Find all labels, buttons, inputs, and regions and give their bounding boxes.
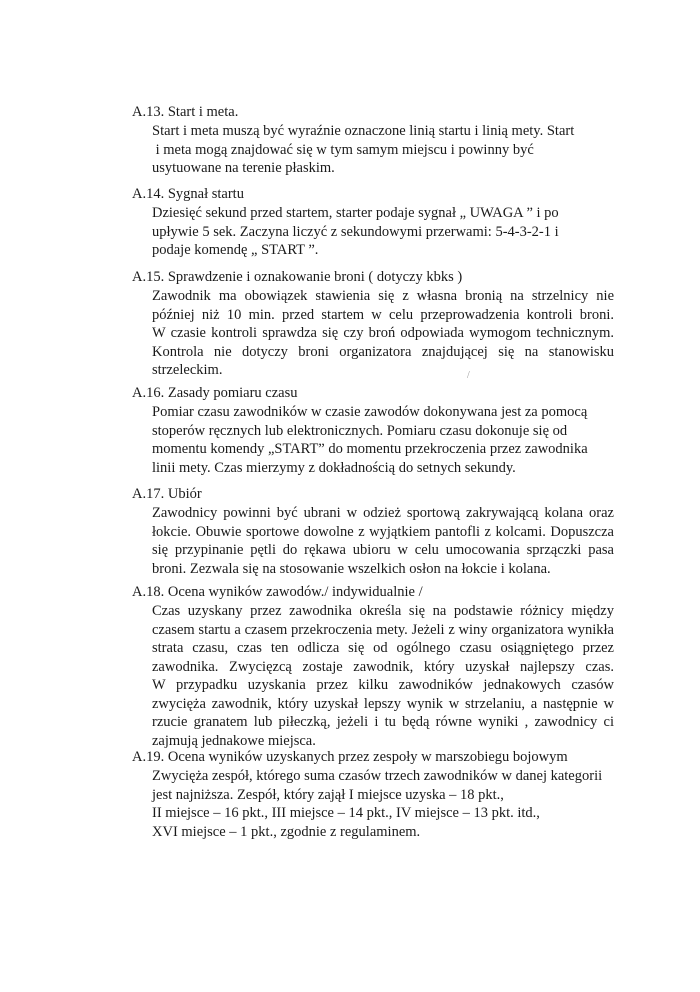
body-line: usytuowane na terenie płaskim.: [152, 160, 335, 176]
section-heading: A.18. Ocena wyników zawodów./ indywidualnie /: [132, 584, 423, 600]
body-line: strata czasu, czas ten odlicza się od ogólnego czasu osiągniętego przez: [152, 640, 614, 656]
section-body: [152, 504, 614, 578]
section-heading: A.19. Ocena wyników uzyskanych przez zespoły w marszobiegu bojowym: [132, 749, 568, 765]
body-line: upływie 5 sek. Zaczyna liczyć z sekundowymi przerwami: 5-4-3-2-1 i: [152, 223, 559, 240]
body-line: stoperów ręcznych lub elektronicznych. Pomiaru czasu dokonuje się od: [152, 422, 568, 439]
body-line: XVI miejsce – 1 pkt., zgodnie z regulaminem.: [152, 823, 421, 840]
section-heading: A.15. Sprawdzenie i oznakowanie broni ( dotyczy kbks ): [132, 269, 463, 285]
body-line: Kontrola nie dotyczy broni organizatora znajdującej się na stanowisku: [152, 343, 614, 360]
section-body: [152, 767, 614, 841]
body-line: jest najniższa. Zespół, który zajął I miejsce uzyska – 18 pkt.,: [152, 786, 504, 803]
body-line: zajmują jednakowe miejsca.: [152, 732, 316, 749]
body-line: rzucie granatem lub piłeczką, jeżeli i tu będą równe wyniki , zawodnicy ci: [152, 714, 614, 730]
body-line: W przypadku uzyskania przez kilku zawodników jednakowych czasów: [152, 677, 614, 693]
body-line: momentu komendy „START” do momentu przekroczenia przez zawodnika: [152, 441, 588, 457]
body-line: Pomiar czasu zawodników w czasie zawodów dokonywana jest za pomocą: [152, 404, 588, 420]
body-line: zawodnika. Zwycięzcą zostaje zawodnik, który uzyskał najlepszy czas.: [152, 658, 614, 675]
body-line: Zwycięża zespół, którego suma czasów trzech zawodników w danej kategorii: [152, 768, 603, 784]
body-line: broni. Zezwala się na stosowanie wszelkich osłon na łokcie i kolana.: [152, 560, 551, 577]
body-line: Czas uzyskany przez zawodnika określa się na podstawie różnicy między: [152, 603, 614, 619]
section-body: [152, 403, 614, 477]
section-a16: [132, 384, 632, 477]
section-a19: [132, 748, 632, 841]
body-line: strzeleckim.: [152, 362, 223, 378]
body-line: Zawodnicy powinni być ubrani w odzież sportową zakrywającą kolana oraz: [152, 505, 614, 521]
section-body: [152, 287, 614, 380]
body-line: i meta mogą znajdować się w tym samym miejscu i powinny być: [152, 141, 534, 158]
section-heading: A.13. Start i meta.: [132, 104, 239, 120]
body-line: się przypinanie pętli do rękawa ubioru w celu umocowania sprzączki pasa: [152, 542, 614, 558]
body-line: później niż 10 min. przed startem w celu przeprowadzenia kontroli broni.: [152, 306, 614, 323]
body-line: Zawodnik ma obowiązek stawienia się z własna bronią na strzelnicy nie: [152, 288, 614, 304]
section-a17: [132, 485, 632, 578]
section-a13: [132, 103, 632, 178]
body-line: czasem startu a czasem przekroczenia mety. Jeżeli z winy organizatora wynikła: [152, 621, 614, 638]
section-heading: A.14. Sygnał startu: [132, 186, 244, 202]
section-body: [152, 122, 614, 178]
section-a18: [132, 583, 632, 750]
body-line: Start i meta muszą być wyraźnie oznaczone linią startu i linią mety. Start: [152, 123, 575, 139]
section-body: [152, 602, 614, 750]
section-a15: [132, 268, 632, 380]
section-a14: [132, 185, 632, 260]
body-line: podaje komendę „ START ”.: [152, 242, 319, 258]
section-body: [152, 204, 614, 260]
body-line: Dziesięć sekund przed startem, starter podaje sygnał „ UWAGA ” i po: [152, 205, 559, 221]
body-line: II miejsce – 16 pkt., III miejsce – 14 pkt., IV miejsce – 13 pkt. itd.,: [152, 805, 540, 821]
scan-speck: /: [467, 370, 470, 381]
body-line: linii mety. Czas mierzymy z dokładnością do setnych sekundy.: [152, 459, 516, 476]
section-heading: A.16. Zasady pomiaru czasu: [132, 385, 298, 401]
section-heading: A.17. Ubiór: [132, 486, 202, 502]
body-line: zwycięża zawodnik, który uzyskał lepszy wynik w strzelaniu, a następnie w: [152, 695, 614, 712]
body-line: łokcie. Obuwie sportowe dowolne z wyjątkiem pantofli z kolcami. Dopuszcza: [152, 523, 614, 540]
body-line: W czasie kontroli sprawdza się czy broń odpowiada wymogom technicznym.: [152, 325, 614, 341]
